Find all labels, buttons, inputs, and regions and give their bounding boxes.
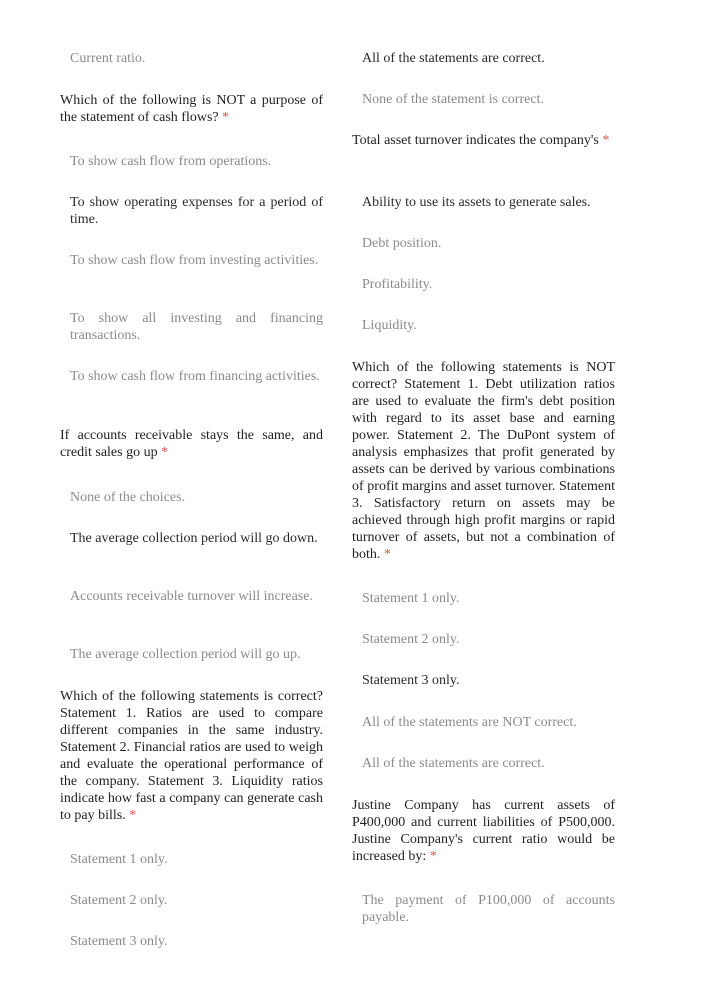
option-cf-operations[interactable]: To show cash flow from operations.	[70, 154, 272, 169]
required-asterisk: *	[129, 808, 137, 823]
question-text: Which of the following statements is correct? Statement 1. Ratios are used to compare different companies in the same industry. Statement 2. Financial ratios are used to weigh and evaluate the operational performance of the company. Statement 3. Liquidity ratios indicate how fast a company can generate cash to pay bills.	[60, 689, 323, 823]
option-statement-1-only[interactable]: Statement 1 only.	[362, 591, 460, 606]
option-generate-sales[interactable]: Ability to use its assets to generate sales.	[362, 195, 591, 210]
question-accounts-receivable	[60, 427, 323, 461]
option-statement-2-only[interactable]: Statement 2 only.	[362, 632, 460, 647]
option-all-statements-correct[interactable]: All of the statements are correct.	[362, 756, 545, 771]
option-cf-financing[interactable]: To show cash flow from financing activities.	[70, 369, 320, 384]
question-text: Justine Company has current assets of P400,000 and current liabilities of P500,000. Justine Company's current ratio would be increased by:	[352, 798, 615, 864]
required-asterisk: *	[429, 849, 437, 864]
option-debt-position[interactable]: Debt position.	[362, 236, 442, 251]
option-ar-turnover-increase[interactable]: Accounts receivable turnover will increase.	[70, 589, 313, 604]
question-asset-turnover	[352, 132, 615, 149]
option-none-correct[interactable]: None of the statement is correct.	[362, 92, 544, 107]
option-statement-1-only[interactable]: Statement 1 only.	[70, 852, 168, 867]
option-all-correct[interactable]: All of the statements are correct.	[362, 51, 545, 66]
option-none-of-choices[interactable]: None of the choices.	[70, 490, 186, 505]
option-liquidity[interactable]: Liquidity.	[362, 318, 417, 333]
question-statements-not-correct	[352, 359, 615, 563]
option-statement-3-only[interactable]: Statement 3 only.	[362, 673, 460, 688]
question-text: Total asset turnover indicates the company's	[352, 133, 599, 148]
option-all-not-correct[interactable]: All of the statements are NOT correct.	[362, 715, 577, 730]
required-asterisk: *	[602, 133, 610, 148]
option-cf-investing-financing[interactable]: To show all investing and financing transactions.	[70, 311, 323, 343]
required-asterisk: *	[222, 110, 230, 125]
option-current-ratio[interactable]: Current ratio.	[70, 51, 146, 66]
question-current-ratio	[352, 797, 615, 865]
option-pay-accounts-payable[interactable]: The payment of P100,000 of accounts payable.	[362, 893, 615, 925]
question-text: Which of the following is NOT a purpose of the statement of cash flows?	[60, 93, 323, 125]
option-acp-up[interactable]: The average collection period will go up.	[70, 647, 301, 662]
option-statement-3-only[interactable]: Statement 3 only.	[70, 934, 168, 949]
question-text: If accounts receivable stays the same, and credit sales go up	[60, 428, 323, 460]
option-cf-operating-expenses[interactable]: To show operating expenses for a period of time.	[70, 195, 323, 227]
option-acp-down[interactable]: The average collection period will go down.	[70, 531, 318, 546]
required-asterisk: *	[383, 547, 391, 562]
option-cf-investing[interactable]: To show cash flow from investing activities.	[70, 253, 319, 268]
question-cash-flows	[60, 92, 323, 126]
required-asterisk: *	[161, 445, 169, 460]
question-text: Which of the following statements is NOT correct? Statement 1. Debt utilization ratios are used to evaluate the firm's debt position with regard to its asset base and earning power. Statement 2. The DuPont system of analysis emphasizes that profit generated by assets can be derived by various combinations of profit margins and asset turnover. Statement 3. Satisfactory return on assets may be achieved through high profit margins or rapid turnover of assets, but not a combination of both.	[352, 360, 615, 562]
question-ratios-correct	[60, 688, 323, 824]
option-statement-2-only[interactable]: Statement 2 only.	[70, 893, 168, 908]
option-profitability[interactable]: Profitability.	[362, 277, 433, 292]
